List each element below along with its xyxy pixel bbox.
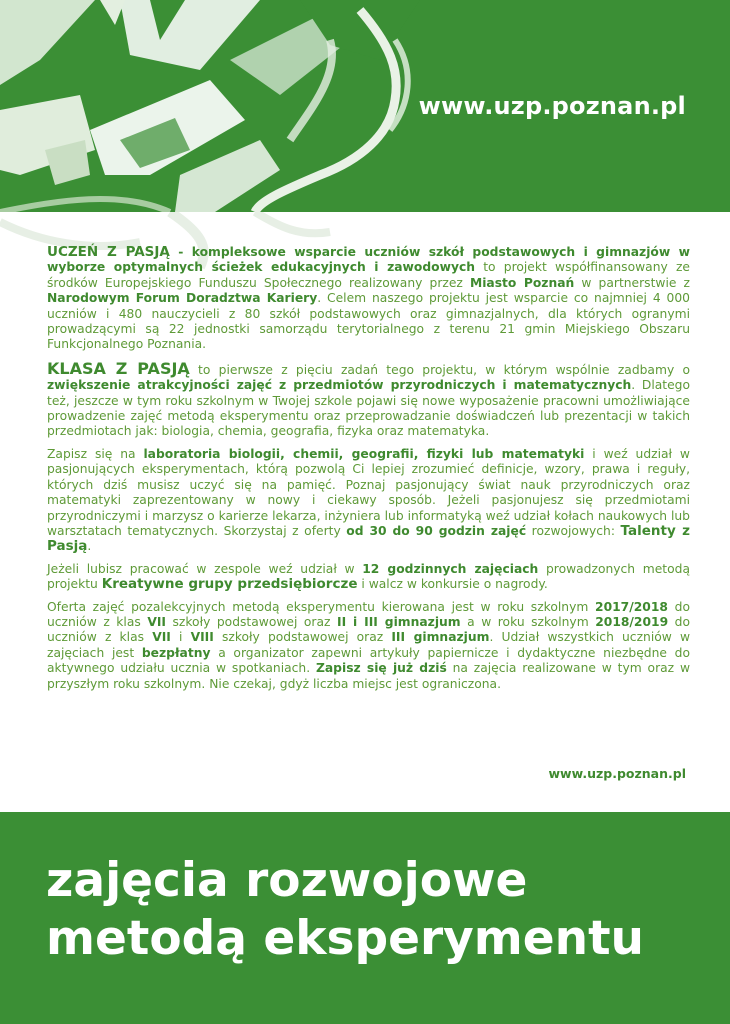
klasa-text: . Dlatego też, jeszcze w tym roku szkolnym w Twojej szkole pojawi się nowe wyposażenie pracowni umożliwiające prowadzenie zajęć metodą eksperymentu oraz przeprowadzanie doświadczeń lub prezentacji w takich przedmiotach jak: biologia, chemia, geografia, fizyka oraz matematyka. (47, 378, 690, 439)
bottom-title-line1: zajęcia rozwojowe (46, 853, 528, 908)
offer-text: a organizator zapewni artykuły papiernicze i dydaktyczne niezbędne do aktywnego udziału ucznia w spotkaniach. (47, 645, 690, 676)
top-banner (0, 0, 730, 212)
offer-bold: VIII (190, 630, 214, 645)
labs-hours: od 30 do 90 godzin zajęć (346, 523, 527, 538)
intro-text: w partnerstwie z (574, 275, 691, 290)
teams-text: Jeżeli lubisz pracować w zespole weź udział w (47, 561, 363, 576)
offer-text: . Udział wszystkich uczniów w zajęciach jest (47, 630, 691, 660)
intro-text: . Celem naszego projektu jest wsparcie co najmniej 4 000 uczniów i 480 nauczycieli z 80 szkół podstawowych oraz gimnazjalnych, dla których ogranymi prowadzącymi są 22 jednostki samorządu terytorialnego z terenu 21 gmin Miejskiego Obszaru Funkcjonalnego Poznania. (47, 291, 690, 352)
offer-bold: bezpłatny (141, 645, 211, 660)
offer-text: na zajęcia realizowane w tym oraz w przyszłym roku szkolnym. Nie czekaj, gdyż liczba miejsc jest ograniczona. (47, 661, 691, 691)
labs-subjects: laboratoria biologii, chemii, geografii, fizyki lub matematyki (143, 446, 585, 461)
intro-city: Miasto Poznań (469, 275, 575, 290)
offer-text: Oferta zajęć pozalekcyjnych metodą eksperymentu kierowana jest w roku szkolnym (47, 599, 596, 614)
klasa-title: KLASA Z PASJĄ (47, 358, 190, 378)
labs-text: i weź udział w pasjonujących eksperymentach, którą pozwolą Ci lepiej zrozumieć definicje, wzory, prawa i reguły, których dziś musisz uczyć się na pamięć. Poznaj pasjonujący świat nauk przyrodniczych oraz matematyki zaprezentowany w nowy i ciekawy sposób. Jeżeli pasjonujesz się przedmiotami przyrodniczymi i marzysz o karierze lekarza, inżyniera lub informatyką weź udział kołach naukowych lub warsztatach tematycznych. Skorzystaj z oferty (47, 446, 690, 538)
labs-text: Zapisz się na (47, 446, 144, 461)
footer-url[interactable]: www.uzp.poznan.pl (548, 766, 686, 781)
intro-paragraph (47, 245, 690, 353)
offer-text: i (170, 630, 191, 645)
bottom-title-line2: metodą eksperymentu (46, 911, 645, 966)
intro-partner: Narodowym Forum Doradztwa Kariery (47, 291, 318, 306)
main-content (47, 245, 690, 699)
program-kreatywne: Kreatywne grupy przedsiębiorcze (101, 576, 358, 593)
intro-lead: - kompleksowe wsparcie uczniów szkół podstawowych i gimnazjów w wyborze optymalnych ścieżek edukacyjnych i zawodowych (47, 245, 690, 275)
offer-paragraph (47, 600, 690, 692)
offer-text: szkoły podstawowej oraz (165, 614, 337, 629)
offer-text: szkoły podstawowej oraz (213, 630, 392, 645)
labs-text: rozwojowych: (526, 523, 621, 538)
teams-hours: 12 godzinnych zajęciach (362, 561, 539, 576)
offer-bold: II i III gimnazjum (337, 614, 461, 629)
program-talenty: Talenty z Pasją (47, 522, 690, 555)
bottom-title (46, 852, 706, 968)
teams-text: i walcz w konkursie o nagrody. (357, 577, 548, 592)
teams-text: prowadzonych metodą projektu (47, 561, 690, 592)
offer-bold: VII (147, 614, 166, 629)
offer-bold: III gimnazjum (391, 630, 490, 645)
header-url[interactable]: www.uzp.poznan.pl (418, 92, 686, 120)
klasa-bold: zwiększenie atrakcyjności zajęć z przedmiotów przyrodniczych i matematycznych (47, 378, 632, 393)
offer-bold: VII (152, 630, 171, 645)
offer-text: do uczniów z klas (47, 614, 691, 645)
labs-text: . (87, 539, 92, 554)
klasa-text: to pierwsze z pięciu zadań tego projektu, w którym wspólnie zadbamy o (189, 362, 690, 377)
labs-paragraph (47, 447, 690, 555)
teams-paragraph (47, 562, 690, 593)
offer-text: do uczniów z klas (47, 599, 690, 629)
offer-text: a w roku szkolnym (460, 614, 596, 629)
intro-title: UCZEŃ Z PASJĄ (47, 244, 170, 260)
offer-bold: Zapisz się już dziś (315, 661, 447, 676)
offer-bold: 2018/2019 (595, 614, 669, 629)
klasa-paragraph (47, 358, 690, 440)
intro-text: to projekt współfinansowany ze środków Europejskiego Funduszu Społecznego realizowany przez (47, 260, 690, 290)
offer-bold: 2017/2018 (595, 599, 668, 614)
